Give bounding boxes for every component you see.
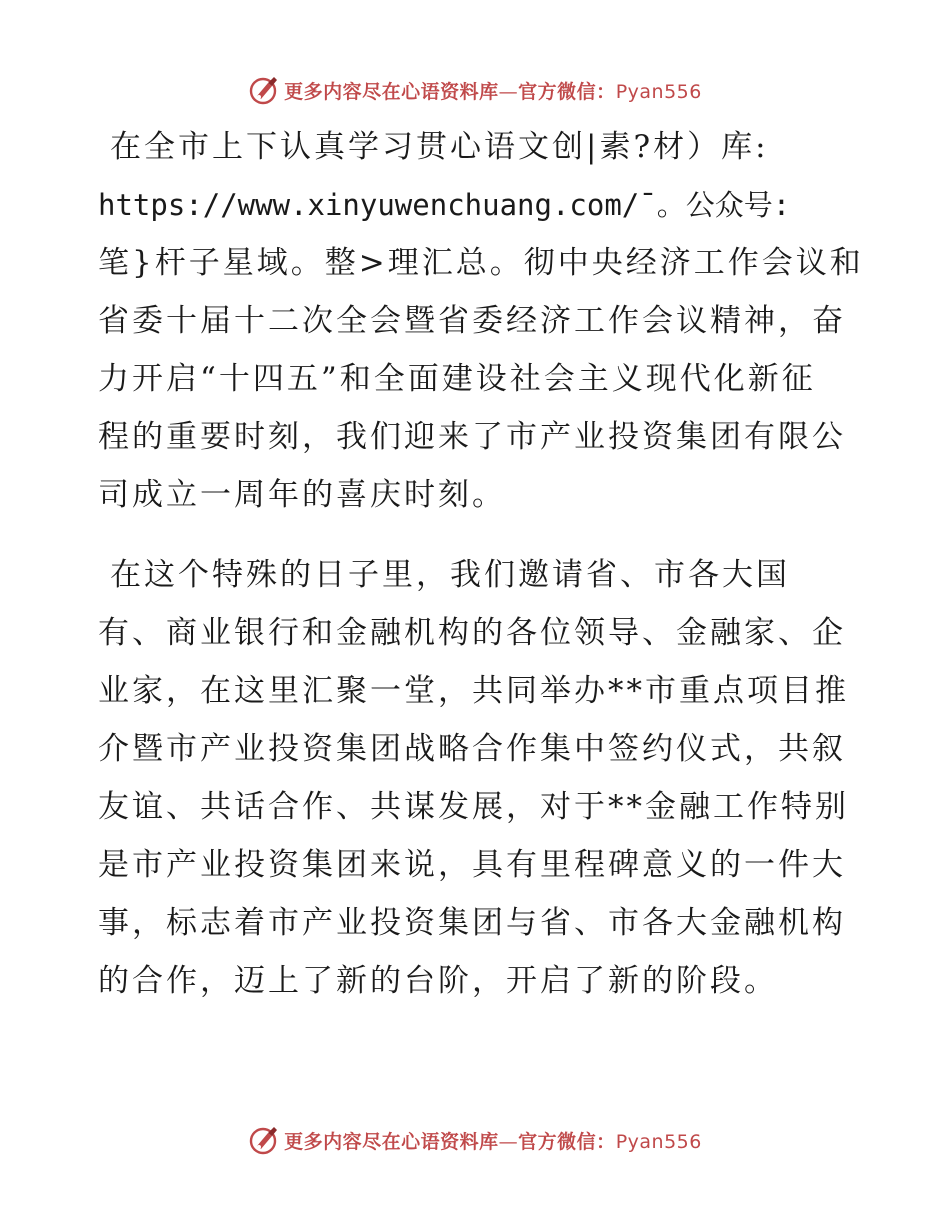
text-line: 笔}杆子星域。整>理汇总。彻中央经济工作会议和 — [98, 245, 864, 281]
paragraph-gap — [98, 524, 850, 546]
text-line: 省委十届十二次全会暨省委经济工作会议精神，奋 — [98, 303, 846, 339]
text-line: 程的重要时刻，我们迎来了市产业投资集团有限公 — [98, 419, 846, 455]
text-line: 介暨市产业投资集团战略合作集中签约仪式，共叙 — [98, 731, 846, 767]
text-line: 友谊、共话合作、共谋发展，对于**金融工作特别 — [98, 789, 849, 825]
document-body — [98, 118, 864, 1010]
footer-watermark-banner — [0, 1120, 950, 1160]
text-line: 力开启“十四五”和全面建设社会主义现代化新征 — [98, 361, 816, 397]
text-line: 是市产业投资集团来说，具有里程碑意义的一件大 — [98, 847, 846, 883]
watermark-text: 更多内容尽在心语资料库—官方微信：Pyan556 — [284, 1130, 702, 1153]
text-line: 的合作，迈上了新的台阶，开启了新的阶段。 — [98, 963, 778, 999]
text-line: 事，标志着市产业投资集团与省、市各大金融机构 — [98, 905, 846, 941]
text-line: 在全市上下认真学习贯心语文创|素?材）库: — [110, 129, 769, 165]
text-line: https://www.xinyuwenchuang.com/¯。公众号: — [98, 188, 791, 222]
watermark-text: 更多内容尽在心语资料库—官方微信：Pyan556 — [284, 80, 702, 103]
text-line: 司成立一周年的喜庆时刻。 — [98, 477, 506, 513]
brush-pen-circle-icon — [248, 74, 280, 106]
text-line: 在这个特殊的日子里，我们邀请省、市各大国 — [110, 557, 790, 593]
header-watermark-banner — [0, 70, 950, 110]
brush-pen-circle-icon — [248, 1124, 280, 1156]
text-line: 有、商业银行和金融机构的各位领导、金融家、企 — [98, 615, 846, 651]
text-line: 业家，在这里汇聚一堂，共同举办**市重点项目推 — [98, 673, 849, 709]
